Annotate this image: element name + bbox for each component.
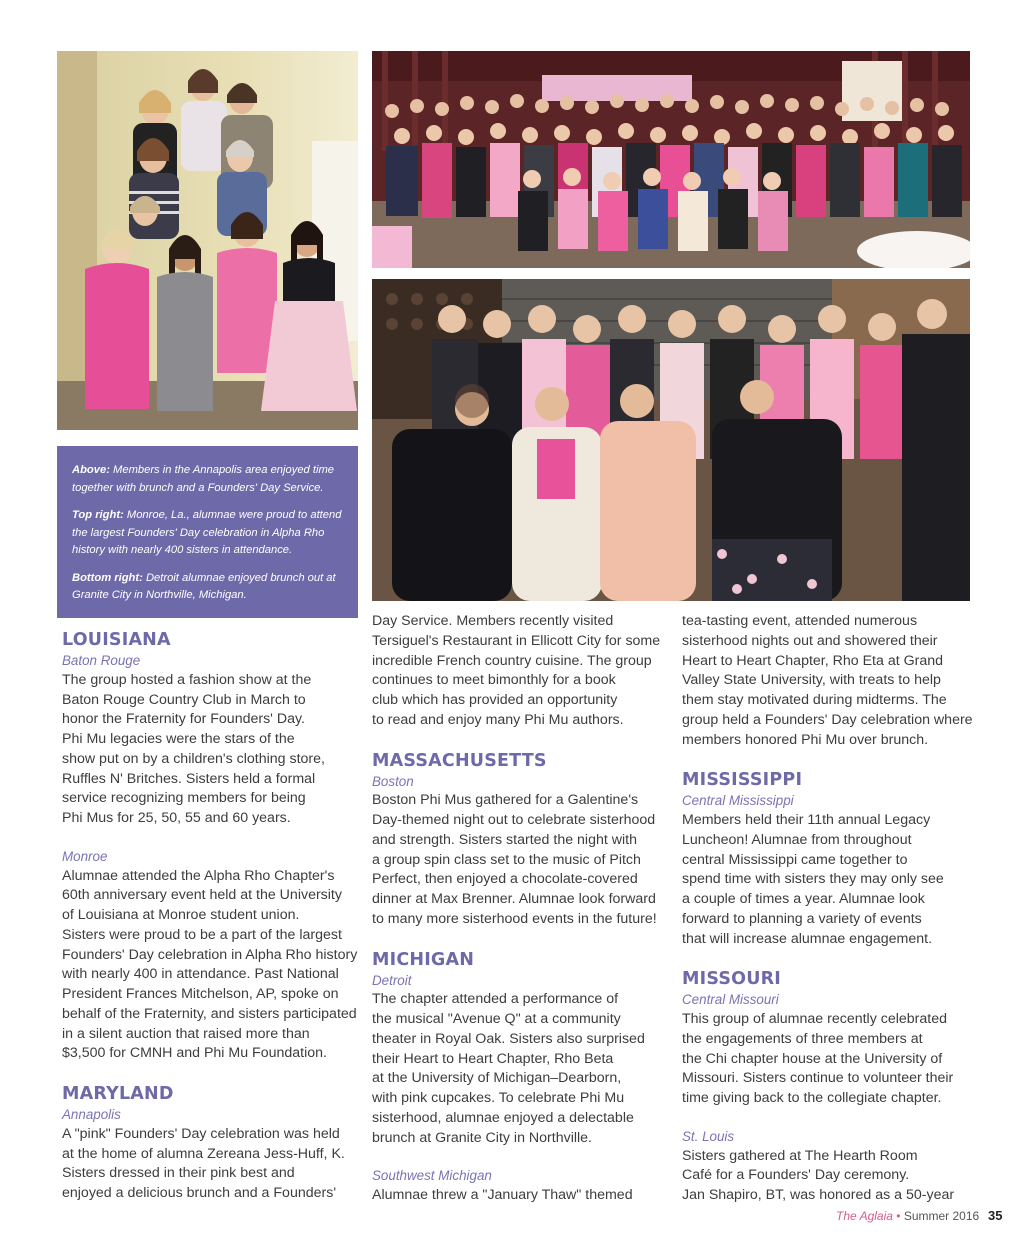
body-line: Jan Shapiro, BT, was honored as a 50-year	[682, 1187, 955, 1203]
magazine-title: The Aglaia	[836, 1209, 893, 1223]
body-line: a group spin class set to the music of Pitch	[372, 851, 641, 868]
chapter-heading-annapolis: Annapolis	[62, 1107, 121, 1122]
chapter-heading-central-missouri: Central Missouri	[682, 992, 779, 1008]
annapolis-group-photo	[57, 51, 358, 430]
state-heading-missouri: MISSOURI	[682, 969, 782, 990]
body-line: a couple of times a year. Alumnae look	[682, 891, 925, 907]
chapter-heading-southwest-michigan: Southwest Michigan	[372, 1168, 492, 1184]
body-line: the Chi chapter house at the University of	[682, 1050, 943, 1067]
body-line: incredible French country cuisine. The group	[372, 652, 652, 669]
body-line: with pink cupcakes. To celebrate Phi Mu	[372, 1090, 625, 1106]
body-line: A "pink" Founders' Day celebration was held	[62, 1125, 340, 1142]
body-line: Perfect, then enjoyed a chocolate-covered	[372, 871, 638, 888]
detroit-brunch-photo	[372, 279, 970, 601]
body-line: Members held their 11th annual Legacy	[682, 812, 931, 828]
body-line: group held a Founders' Day celebration where	[682, 711, 973, 728]
body-line: and strength. Sisters started the night with	[372, 831, 637, 848]
page-footer	[836, 1209, 1006, 1227]
body-line: behalf of the Fraternity, and sisters participated	[62, 1005, 357, 1022]
caption-label: Top right:	[72, 509, 124, 521]
body-line: This group of alumnae recently celebrated	[682, 1011, 947, 1027]
body-line: Day Service. Members recently visited	[372, 613, 614, 629]
body-line: 60th anniversary event held at the University	[62, 887, 342, 904]
body-line: enjoyed a delicious brunch and a Founders'	[62, 1185, 337, 1201]
body-line: at the home of alumna Zereana Jess-Huff, K.	[62, 1145, 345, 1162]
body-line: Boston Phi Mus gathered for a Galentine's	[372, 792, 639, 809]
body-line: at the University of Michigan–Dearborn,	[372, 1070, 622, 1087]
issue-label: Summer 2016	[903, 1209, 980, 1223]
body-line: the engagements of three members at	[682, 1030, 923, 1047]
body-line: theater in Royal Oak. Sisters also surprised	[372, 1030, 645, 1047]
body-line: Phi Mus for 25, 50, 55 and 60 years.	[62, 810, 291, 826]
caption-above	[72, 462, 344, 497]
body-line: service recognizing members for being	[62, 790, 306, 807]
body-line: sisterhood, alumnae enjoyed a delectable	[372, 1109, 634, 1126]
body-line: Café for a Founders' Day ceremony.	[682, 1167, 910, 1184]
body-line: continues to meet bimonthly for a book	[372, 672, 616, 689]
chapter-heading-boston: Boston	[372, 773, 414, 789]
body-line: Sisters dressed in their pink best and	[62, 1165, 295, 1182]
body-line: central Mississippi came together to	[682, 851, 908, 868]
body-line: spend time with sisters they may only see	[682, 871, 944, 888]
body-line: sisterhood nights out and showered their	[682, 632, 938, 649]
photo-captions	[57, 446, 358, 618]
body-line: Alumnae attended the Alpha Rho Chapter's	[62, 867, 335, 884]
body-line: of Louisiana at Monroe student union.	[62, 907, 300, 923]
caption-text: Monroe, La., alumnae were proud to attend the largest Founders' Day celebration in Alpha Rho history with nearly 400 sisters in attendance.	[72, 509, 342, 556]
chapter-heading-detroit: Detroit	[372, 972, 412, 988]
article-column-1	[62, 629, 358, 1204]
body-line: Phi Mu legacies were the stars of the	[62, 731, 295, 747]
body-line: the musical "Avenue Q" at a community	[372, 1011, 621, 1027]
body-line: Alumnae threw a "January Thaw" themed	[372, 1187, 633, 1203]
caption-bottom-right	[72, 570, 344, 605]
body-line: their Heart to Heart Chapter, Rho Beta	[372, 1050, 614, 1067]
body-line: Baton Rouge Country Club in March to	[62, 691, 306, 708]
body-line: President Frances Mitchelson, AP, spoke on	[62, 986, 339, 1002]
state-heading-michigan: MICHIGAN	[372, 949, 475, 970]
body-line: time giving back to the collegiate chapter.	[682, 1090, 942, 1106]
body-line: $3,500 for CMNH and Phi Mu Foundation.	[62, 1045, 327, 1062]
body-line: Heart to Heart Chapter, Rho Eta at Grand	[682, 652, 944, 669]
caption-text: Members in the Annapolis area enjoyed time together with brunch and a Founders' Day Service.	[72, 464, 335, 494]
body-line: Day-themed night out to celebrate sisterhood	[372, 812, 656, 828]
body-line: with nearly 400 in attendance. Past National	[62, 966, 339, 983]
footer-bullet: •	[896, 1209, 901, 1223]
body-line: show put on by a children's clothing store,	[62, 750, 325, 767]
body-line: Valley State University, with treats to help	[682, 672, 941, 689]
body-line: Founders' Day celebration in Alpha Rho history	[62, 946, 358, 963]
body-line: them stay motivated during midterms. The	[682, 692, 947, 708]
state-heading-mississippi: MISSISSIPPI	[682, 770, 803, 791]
body-line: members honored Phi Mu over brunch.	[682, 731, 929, 748]
state-heading-massachusetts: MASSACHUSETTS	[372, 750, 547, 771]
article-column-2	[372, 612, 666, 1206]
body-line: forward to planning a variety of events	[682, 910, 922, 927]
caption-label: Bottom right:	[72, 571, 143, 584]
state-heading-louisiana: LOUISIANA	[62, 630, 171, 650]
caption-text: Detroit alumnae enjoyed brunch out at Granite City in Northville, Michigan.	[72, 571, 336, 601]
state-heading-maryland: MARYLAND	[62, 1084, 174, 1104]
body-line: club which has provided an opportunity	[372, 692, 618, 708]
body-line: to many more sisterhood events in the future!	[372, 910, 657, 927]
body-line: in a silent auction that raised more than	[62, 1025, 310, 1042]
chapter-heading-st-louis: St. Louis	[682, 1128, 735, 1144]
chapter-heading-central-mississippi: Central Mississippi	[682, 793, 794, 809]
body-line: to read and enjoy many Phi Mu authors.	[372, 711, 624, 728]
monroe-founders-day-photo	[372, 51, 970, 268]
page-number: 35	[988, 1208, 1003, 1223]
body-line: Ruffles N' Britches. Sisters held a formal	[62, 770, 316, 787]
body-line: tea-tasting event, attended numerous	[682, 613, 918, 629]
article-column-3	[682, 612, 974, 1206]
body-line: honor the Fraternity for Founders' Day.	[62, 711, 305, 728]
body-line: Tersiguel's Restaurant in Ellicott City for some	[372, 632, 661, 649]
body-line: Luncheon! Alumnae from throughout	[682, 831, 912, 848]
chapter-heading-monroe: Monroe	[62, 848, 108, 864]
body-line: The chapter attended a performance of	[372, 991, 619, 1008]
caption-top-right	[72, 507, 344, 560]
body-line: Sisters were proud to be a part of the largest	[62, 926, 342, 943]
caption-label: Above:	[72, 464, 110, 476]
chapter-heading-baton-rouge: Baton Rouge	[62, 653, 141, 668]
body-line: dinner at Max Brenner. Alumnae look forward	[372, 891, 656, 907]
body-line: The group hosted a fashion show at the	[62, 671, 312, 688]
body-line: that will increase alumnae engagement.	[682, 930, 933, 947]
body-line: brunch at Granite City in Northville.	[372, 1129, 592, 1146]
body-line: Missouri. Sisters continue to volunteer their	[682, 1070, 954, 1087]
body-line: Sisters gathered at The Hearth Room	[682, 1147, 918, 1164]
